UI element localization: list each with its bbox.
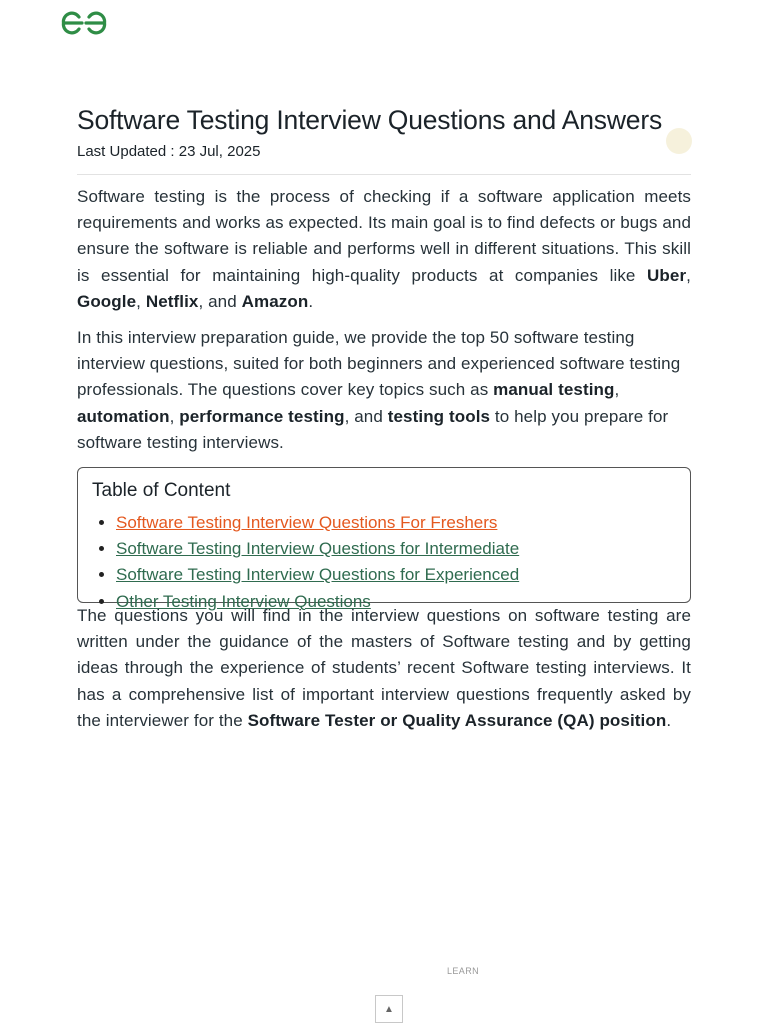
- toc-link-intermediate[interactable]: Software Testing Interview Questions for Intermediate: [116, 539, 520, 559]
- toc-link-experienced[interactable]: Software Testing Interview Questions for Experienced: [116, 565, 520, 585]
- closing-paragraph: The questions you will find in the interview questions on software testing are written under the guidance of the masters of Software testing and by getting ideas through the experience of students’ recent Software testing interviews. It has a comprehensive list of important interview questions frequently asked by the interviewer for the Software Tester or Quality Assurance (QA) position.: [77, 606, 691, 730]
- company-netflix: Netflix: [145, 291, 199, 311]
- toc-item: [116, 536, 676, 562]
- topic-automation: automation: [77, 406, 170, 426]
- position-highlight: Software Tester or Quality Assurance (QA) position: [247, 710, 667, 730]
- guide-paragraph: In this interview preparation guide, we provide the top 50 software testing interview questions, suited for both beginners and experienced software testing professionals. The questions cover key topics such as manual testing, automation, performance testing, and testing tools to help you prepare for software testing interviews.: [77, 328, 681, 452]
- gfg-logo-icon: [60, 11, 108, 35]
- title-divider: [77, 174, 691, 175]
- topic-performance-testing: performance testing: [179, 406, 345, 426]
- footer-learn-label: LEARN: [447, 966, 480, 976]
- article: [77, 100, 691, 734]
- toc-list: [92, 510, 676, 615]
- last-updated: [77, 142, 691, 162]
- topic-testing-tools: testing tools: [387, 406, 491, 426]
- company-uber: Uber: [647, 265, 687, 285]
- arrow-up-icon: ▲: [384, 1003, 394, 1015]
- toc-title: Table of Content: [92, 480, 231, 502]
- last-updated-text: Last Updated : 23 Jul, 2025: [77, 143, 261, 160]
- toc-link-freshers[interactable]: Software Testing Interview Questions For Freshers: [116, 513, 498, 533]
- company-amazon: Amazon: [241, 291, 309, 311]
- toc-link-other[interactable]: Other Testing Interview Questions: [116, 591, 371, 611]
- toc-item: [116, 562, 676, 588]
- topic-manual-testing: manual testing: [493, 380, 615, 400]
- article-title: Software Testing Interview Questions and Answers: [77, 105, 662, 135]
- company-google: Google: [77, 291, 137, 311]
- toc-item: [116, 510, 676, 536]
- intro-paragraph: Software testing is the process of checking if a software application meets requirements and works as expected. Its main goal is to find defects or bugs and ensure the software is reliable and performs well in different situations. This skill is essential for maintaining high-quality products at companies like Uber, Google, Netflix, and Amazon.: [77, 187, 691, 311]
- table-of-content: [77, 467, 691, 611]
- scroll-to-top-button[interactable]: [375, 995, 403, 1023]
